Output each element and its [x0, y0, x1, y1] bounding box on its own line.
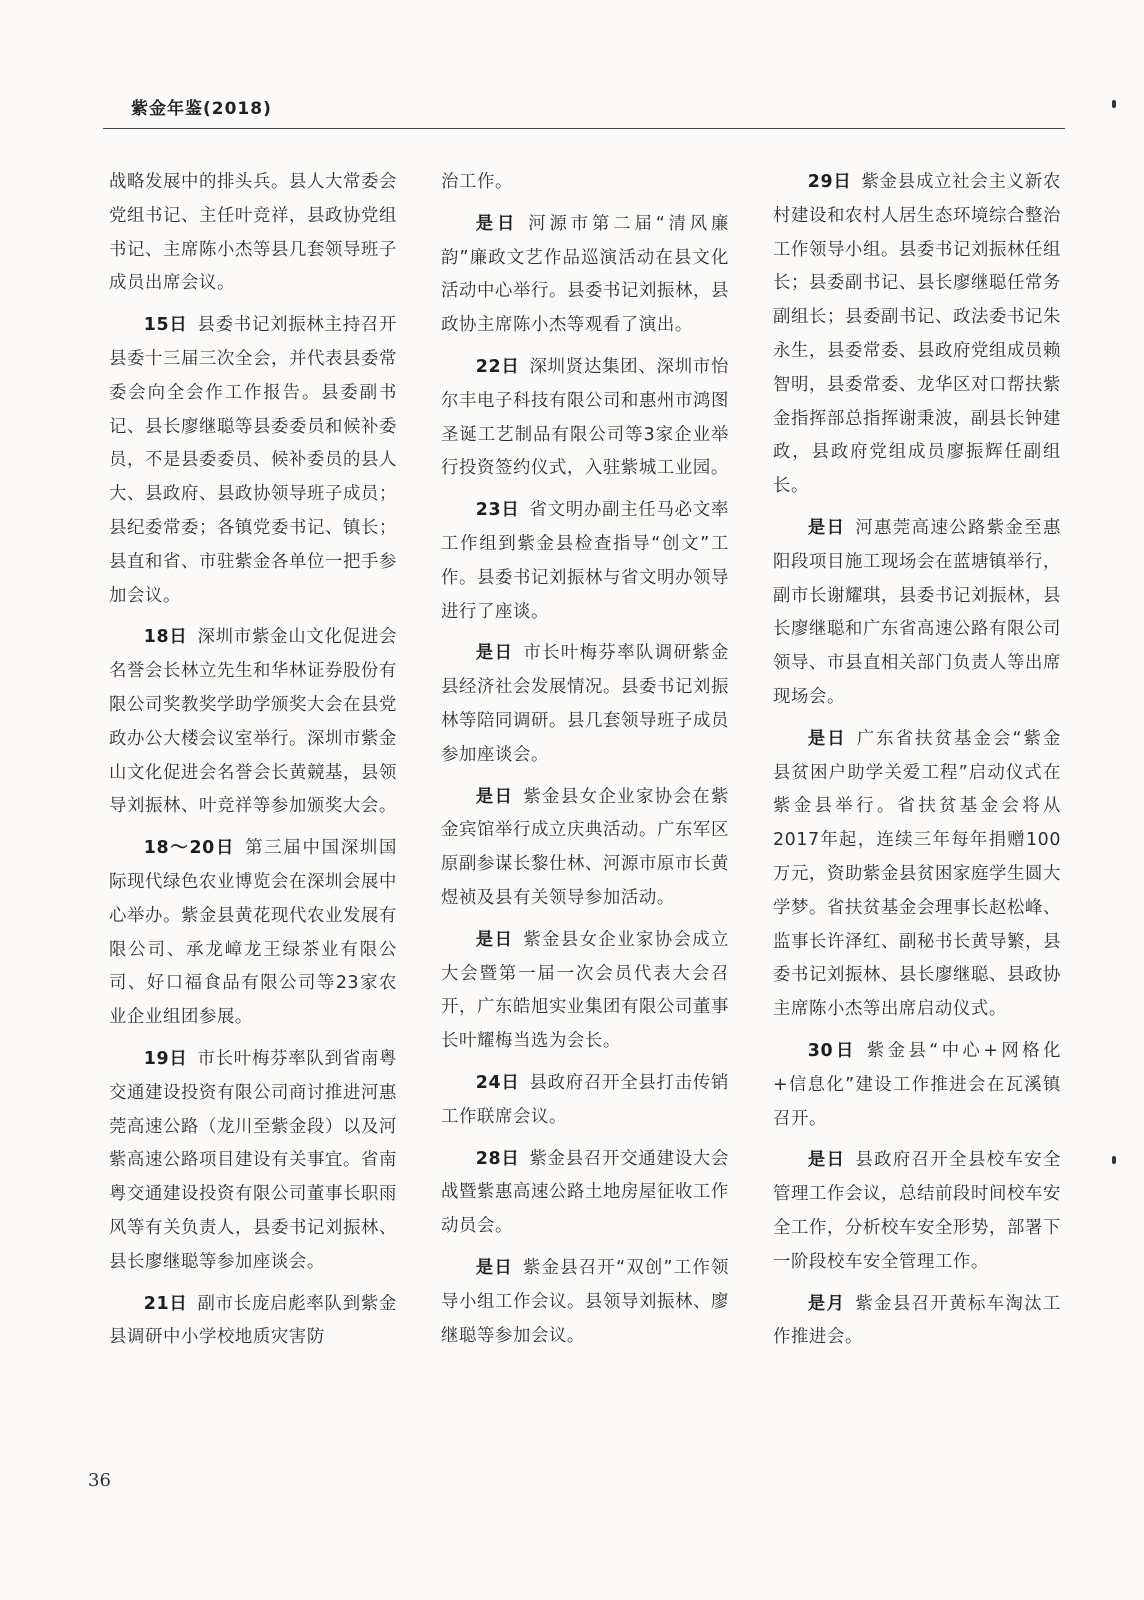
entry-date: 29日 — [807, 172, 852, 192]
entry-date: 是日 — [807, 1150, 846, 1171]
entry — [109, 166, 397, 301]
entry-text: 第三届中国深圳国际现代绿色农业博览会在深圳会展中心举办。紫金县黄花现代农业发展有限公司、承龙嶂龙王绿茶业有限公司、好口福食品有限公司等23家农业企业组团参展。 — [109, 838, 397, 1028]
entry-date: 是日 — [475, 213, 519, 234]
entry-text: 河源市第二届“清风廉韵”廉政文艺作品巡演活动在县文化活动中心举行。县委书记刘振林，县政协主席陈小杰等观看了演出。 — [441, 213, 730, 336]
entry-text: 治工作。 — [441, 172, 513, 192]
entry — [109, 621, 397, 824]
entry — [441, 1252, 729, 1353]
entry — [109, 832, 397, 1035]
column-1 — [109, 166, 397, 1363]
entry-text: 县政府召开全县打击传销工作联席会议。 — [441, 1072, 729, 1127]
entry-text: 副市长庞启彪率队到紫金县调研中小学校地质灾害防 — [109, 1293, 397, 1348]
entry-text: 省文明办副主任马必文率工作组到紫金县检查指导“创文”工作。县委书记刘振林与省文明办领导进行了座谈。 — [441, 500, 729, 622]
entry-date: 是日 — [475, 1257, 514, 1278]
entry-text: 紫金县女企业家协会在紫金宾馆举行成立庆典活动。广东军区原副参谋长黎仕林、河源市原市长黄煜祯及县有关领导参加活动。 — [441, 786, 730, 908]
column-2 — [441, 166, 729, 1361]
entry — [441, 637, 729, 772]
entry-text: 广东省扶贫基金会“紫金县贫困户助学关爱工程”启动仪式在紫金县举行。省扶贫基金会将从2017年起，连续三年每年捐赠100万元，资助紫金县贫困家庭学生圆大学梦。省扶贫基金会理事长赵松峰、监事长许泽红、副秘书长黄导繁，县委书记刘振林、县长廖继聪、县政协主席陈小杰等出席启动仪式。 — [773, 728, 1061, 1020]
entry-date: 是日 — [475, 786, 514, 807]
entry-date: 18～20日 — [143, 838, 236, 859]
entry — [773, 1035, 1061, 1136]
entry — [773, 1144, 1061, 1279]
entry-text: 河惠莞高速公路紫金至惠阳段项目施工现场会在蓝塘镇举行，副市长谢耀琪，县委书记刘振林，县长廖继聪和广东省高速公路有限公司领导、市县直相关部门负责人等出席现场会。 — [773, 517, 1062, 707]
scan-mark — [1112, 1156, 1116, 1164]
entry-text: 深圳贤达集团、深圳市怡尔丰电子科技有限公司和惠州市鸿图圣诞工艺制品有限公司等3家企业举行投资签约仪式，入驻紫城工业园。 — [441, 356, 729, 479]
entry — [441, 1067, 729, 1135]
entry-text: 市长叶梅芬率队到省南粤交通建设投资有限公司商讨推进河惠莞高速公路（龙川至紫金段）以及河紫高速公路项目建设有关事宜。省南粤交通建设投资有限公司董事长职雨风等有关负责人，县委书记刘振林、县长廖继聪等参加座谈会。 — [109, 1048, 397, 1272]
text-columns — [109, 166, 1065, 1466]
entry-text: 市长叶梅芬率队调研紫金县经济社会发展情况。县委书记刘振林等陪同调研。县几套领导班子成员参加座谈会。 — [441, 643, 730, 765]
entry-date: 是日 — [807, 517, 846, 538]
entry-text: 紫金县女企业家协会成立大会暨第一届一次会员代表大会召开，广东皓旭实业集团有限公司董事长叶耀梅当选为会长。 — [441, 929, 730, 1052]
entry — [441, 1143, 729, 1244]
entry-date: 21日 — [143, 1293, 188, 1314]
entry-date: 是月 — [807, 1293, 846, 1314]
entry — [441, 781, 729, 916]
entry — [773, 723, 1061, 1027]
entry-date: 24日 — [475, 1072, 520, 1093]
entry — [109, 309, 397, 613]
column-3 — [773, 166, 1061, 1363]
entry-date: 是日 — [475, 929, 514, 950]
entry-date: 19日 — [143, 1048, 188, 1069]
running-header — [103, 88, 1065, 129]
header-title: 紫金年鉴(2018) — [131, 99, 272, 119]
entry-text: 战略发展中的排头兵。县人大常委会党组书记、主任叶竞祥，县政协党组书记、主席陈小杰等县几套领导班子成员出席会议。 — [109, 172, 397, 294]
entry-date: 28日 — [475, 1148, 520, 1169]
entry-date: 18日 — [143, 627, 188, 648]
entry-date: 23日 — [475, 500, 520, 521]
entry-text: 紫金县召开黄标车淘汰工作推进会。 — [773, 1293, 1062, 1348]
entry-text: 县政府召开全县校车安全管理工作会议，总结前段时间校车安全工作，分析校车安全形势，部署下一阶段校车安全管理工作。 — [773, 1150, 1062, 1272]
entry-text: 深圳市紫金山文化促进会名誉会长林立先生和华林证券股份有限公司奖教奖学助学颁奖大会在县党政办公大楼会议室举行。深圳市紫金山文化促进会名誉会长黄競基，县领导刘振林、叶竞祥等参加颁奖大会。 — [109, 627, 397, 817]
page-number: 36 — [88, 1470, 111, 1491]
entry-date: 是日 — [475, 643, 514, 664]
entry — [441, 494, 729, 629]
entry-text: 县委书记刘振林主持召开县委十三届三次全会，并代表县委常委会向全会作工作报告。县委副书记、县长廖继聪等县委委员和候补委员，不是县委委员、候补委员的县人大、县政府、县政协领导班子成员；县纪委常委；各镇党委书记、镇长；县直和省、市驻紫金各单位一把手参加会议。 — [109, 315, 397, 606]
entry — [441, 351, 729, 486]
entry — [441, 166, 729, 200]
entry-text: 紫金县召开“双创”工作领导小组工作会议。县领导刘振林、廖继聪等参加会议。 — [441, 1257, 729, 1346]
entry-text: 紫金县召开交通建设大会战暨紫惠高速公路土地房屋征收工作动员会。 — [441, 1148, 729, 1237]
entry — [773, 512, 1061, 715]
entry-text: 紫金县“中心+网格化+信息化”建设工作推进会在瓦溪镇召开。 — [773, 1040, 1061, 1129]
entry — [773, 1288, 1061, 1356]
entry-date: 是日 — [807, 728, 847, 749]
entry — [441, 924, 729, 1059]
entry — [773, 166, 1061, 504]
entry — [109, 1288, 397, 1356]
entry — [109, 1043, 397, 1280]
entry — [441, 208, 729, 343]
entry-date: 15日 — [143, 315, 188, 336]
entry-date: 22日 — [475, 356, 520, 377]
scan-mark — [1112, 100, 1116, 108]
entry-text: 紫金县成立社会主义新农村建设和农村人居生态环境综合整治工作领导小组。县委书记刘振林任组长；县委副书记、县长廖继聪任常务副组长；县委副书记、政法委书记朱永生，县委常委、县政府党组成员赖智明，县委常委、龙华区对口帮扶紫金指挥部总指挥谢秉波，副县长钟建政，县政府党组成员廖振辉任副组长。 — [773, 172, 1061, 497]
entry-date: 30日 — [807, 1040, 857, 1061]
